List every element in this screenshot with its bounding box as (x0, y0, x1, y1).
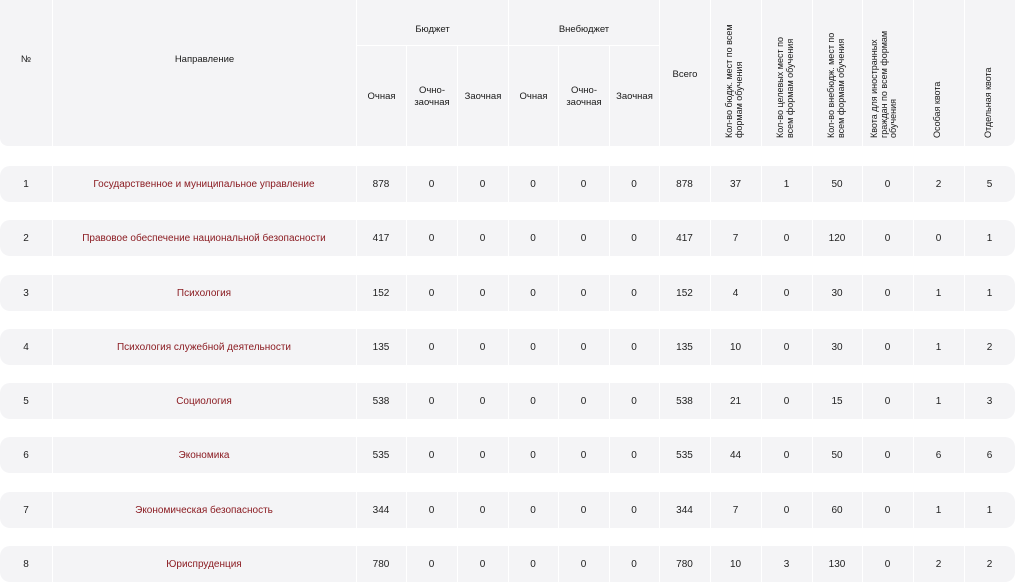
foreign-quota-cell: 0 (884, 395, 891, 407)
budget-part-time-cell: 0 (428, 232, 435, 244)
extrabudget-places-header: Кол-во внебюдж. мест по всем формам обучения (826, 32, 846, 138)
table-row (0, 383, 1015, 419)
budget-correspondence-cell: 0 (479, 504, 486, 516)
special-quota-cell: 1 (935, 395, 942, 407)
budget-group-header: Бюджет (415, 24, 450, 35)
budget-correspondence-cell: 0 (479, 395, 486, 407)
extrabudget-places-cell: 50 (831, 449, 843, 461)
separate-quota-cell: 1 (986, 232, 993, 244)
budget-places-cell: 37 (729, 178, 742, 190)
special-quota-cell: 1 (935, 504, 942, 516)
row-number-cell: 6 (23, 449, 29, 461)
row-number-cell: 3 (23, 287, 29, 299)
extrabudget-part-time-cell: 0 (580, 449, 587, 461)
separate-quota-cell: 1 (986, 504, 993, 516)
budget-correspondence-cell: 0 (479, 558, 486, 570)
part-time-line1: Очно- (570, 85, 598, 96)
direction-name-cell[interactable]: Экономическая безопасность (135, 504, 273, 516)
foreign-quota-cell: 0 (884, 558, 891, 570)
budget-correspondence-cell: 0 (479, 449, 486, 461)
budget-correspondence-cell: 0 (479, 232, 486, 244)
special-quota-cell: 6 (935, 449, 942, 461)
budget-places-cell: 10 (729, 558, 742, 570)
budget-places-cell: 21 (729, 395, 742, 407)
table-row (0, 166, 1015, 202)
table-row (0, 546, 1015, 582)
total-cell: 780 (676, 558, 693, 570)
extrabudget-places-cell: 120 (828, 232, 846, 244)
budget-part-time-cell: 0 (428, 558, 435, 570)
part-time-line1: Очно- (418, 85, 446, 96)
foreign-quota-cell: 0 (884, 232, 891, 244)
budget-part-time-cell: 0 (428, 341, 435, 353)
target-places-cell: 0 (783, 449, 790, 461)
total-cell: 344 (676, 504, 693, 516)
target-places-cell: 3 (783, 558, 790, 570)
separate-quota-cell: 5 (986, 178, 993, 190)
total-cell: 538 (676, 395, 693, 407)
extrabudget-places-cell: 15 (831, 395, 843, 407)
budget-full-time-cell: 344 (372, 504, 390, 516)
extrabudget-correspondence-cell: 0 (631, 449, 637, 461)
direction-name-cell[interactable]: Юриспруденция (166, 558, 242, 570)
col-num-header: № (20, 54, 32, 65)
extrabudget-places-cell: 50 (831, 178, 843, 190)
part-time-line2: заочная (566, 97, 602, 108)
extrabudget-places-cell: 30 (831, 287, 843, 299)
separate-quota-header: Отдельная квота (983, 67, 993, 138)
budget-part-time-cell: 0 (428, 449, 435, 461)
foreign-quota-cell: 0 (884, 449, 891, 461)
extrabudget-places-cell: 60 (831, 504, 843, 516)
row-number-cell: 7 (23, 504, 29, 516)
extrabudget-full-time-cell: 0 (530, 449, 536, 461)
total-cell: 535 (676, 449, 693, 461)
extrabudget-correspondence-cell: 0 (631, 341, 637, 353)
target-places-cell: 0 (783, 287, 790, 299)
foreign-quota-cell: 0 (884, 504, 891, 516)
budget-correspondence-cell: 0 (479, 341, 486, 353)
col-direction-header: Направление (174, 54, 235, 65)
table-row (0, 437, 1015, 473)
extrabudget-part-time-cell: 0 (580, 341, 587, 353)
table-row (0, 329, 1015, 365)
target-places-cell: 0 (783, 341, 790, 353)
special-quota-cell: 0 (935, 232, 942, 244)
budget-part-time-header (407, 46, 457, 148)
special-quota-cell: 1 (935, 287, 942, 299)
special-quota-cell: 2 (935, 558, 942, 570)
row-number-cell: 4 (23, 341, 29, 353)
budget-correspondence-header: Заочная (464, 91, 502, 102)
row-number-cell: 5 (23, 395, 29, 407)
table-row (0, 220, 1015, 256)
target-places-cell: 1 (783, 178, 790, 190)
special-quota-header: Особая квота (932, 81, 942, 138)
part-time-line2: заочная (414, 97, 450, 108)
special-quota-cell: 2 (935, 178, 942, 190)
budget-places-header: Кол-во бюдж. мест по всем формам обучения (724, 24, 744, 138)
extrabudget-group-header: Внебюджет (558, 24, 610, 35)
foreign-quota-cell: 0 (884, 178, 891, 190)
extrabudget-full-time-header: Очная (519, 91, 548, 102)
extrabudget-correspondence-cell: 0 (631, 504, 637, 516)
extrabudget-correspondence-cell: 0 (631, 232, 637, 244)
budget-correspondence-cell: 0 (479, 287, 486, 299)
extrabudget-full-time-cell: 0 (530, 558, 536, 570)
table-header (0, 0, 1015, 146)
divider (964, 0, 965, 146)
extrabudget-part-time-cell: 0 (580, 558, 587, 570)
budget-part-time-cell: 0 (428, 287, 435, 299)
divider (710, 0, 711, 146)
extrabudget-full-time-cell: 0 (530, 504, 536, 516)
budget-full-time-cell: 878 (372, 178, 390, 190)
separate-quota-cell: 6 (986, 449, 993, 461)
divider (862, 0, 863, 146)
direction-name-cell[interactable]: Государственное и муниципальное управление (93, 178, 315, 190)
budget-full-time-cell: 417 (372, 232, 390, 244)
budget-places-cell: 7 (732, 504, 739, 516)
row-number-cell: 1 (23, 178, 29, 190)
row-number-cell: 2 (23, 232, 29, 244)
total-cell: 135 (676, 341, 693, 353)
extrabudget-places-cell: 30 (831, 341, 843, 353)
extrabudget-part-time-cell: 0 (580, 178, 587, 190)
separate-quota-cell: 2 (986, 558, 993, 570)
extrabudget-full-time-cell: 0 (530, 232, 536, 244)
row-number-cell: 8 (23, 558, 29, 570)
extrabudget-correspondence-cell: 0 (631, 287, 637, 299)
target-places-cell: 0 (783, 395, 790, 407)
extrabudget-correspondence-cell: 0 (631, 178, 637, 190)
table-row (0, 492, 1015, 528)
budget-full-time-cell: 780 (372, 558, 390, 570)
divider (812, 0, 813, 146)
extrabudget-full-time-cell: 0 (530, 341, 536, 353)
budget-full-time-cell: 538 (372, 395, 390, 407)
budget-full-time-header: Очная (367, 91, 396, 102)
extrabudget-places-cell: 130 (828, 558, 846, 570)
target-places-header: Кол-во целевых мест по всем формам обучения (775, 37, 795, 138)
extrabudget-correspondence-header: Заочная (616, 91, 653, 102)
budget-places-cell: 4 (732, 287, 739, 299)
extrabudget-part-time-cell: 0 (580, 287, 587, 299)
total-cell: 152 (676, 287, 693, 299)
divider (761, 0, 762, 146)
separate-quota-cell: 1 (986, 287, 993, 299)
target-places-cell: 0 (783, 232, 790, 244)
extrabudget-full-time-cell: 0 (530, 287, 536, 299)
budget-part-time-cell: 0 (428, 395, 435, 407)
direction-name-cell[interactable]: Психология (176, 287, 232, 299)
total-header: Всего (672, 69, 698, 80)
direction-name-cell[interactable]: Экономика (178, 449, 230, 461)
total-cell: 878 (676, 178, 693, 190)
extrabudget-correspondence-cell: 0 (631, 395, 637, 407)
extrabudget-part-time-cell: 0 (580, 395, 587, 407)
budget-full-time-cell: 135 (372, 341, 390, 353)
extrabudget-part-time-cell: 0 (580, 232, 587, 244)
foreign-quota-cell: 0 (884, 287, 891, 299)
direction-name-cell[interactable]: Правовое обеспечение национальной безопасности (82, 232, 326, 244)
budget-places-cell: 10 (729, 341, 742, 353)
extrabudget-full-time-cell: 0 (530, 395, 536, 407)
extrabudget-correspondence-cell: 0 (631, 558, 637, 570)
budget-places-cell: 44 (729, 449, 742, 461)
extrabudget-part-time-header (559, 46, 609, 148)
budget-full-time-cell: 152 (372, 287, 390, 299)
foreign-quota-cell: 0 (884, 341, 891, 353)
table-row (0, 275, 1015, 311)
total-cell: 417 (676, 232, 693, 244)
direction-name-cell[interactable]: Психология служебной деятельности (116, 341, 291, 353)
budget-places-cell: 7 (732, 232, 739, 244)
budget-full-time-cell: 535 (372, 449, 390, 461)
budget-correspondence-cell: 0 (479, 178, 486, 190)
separate-quota-cell: 3 (986, 395, 993, 407)
direction-name-cell[interactable]: Социология (176, 395, 232, 407)
special-quota-cell: 1 (935, 341, 942, 353)
extrabudget-part-time-cell: 0 (580, 504, 587, 516)
foreign-quota-header: Квота для иностранных граждан по всем формам обучения (869, 30, 898, 138)
extrabudget-full-time-cell: 0 (530, 178, 536, 190)
budget-part-time-cell: 0 (428, 178, 435, 190)
separate-quota-cell: 2 (986, 341, 993, 353)
budget-part-time-cell: 0 (428, 504, 435, 516)
divider (913, 0, 914, 146)
target-places-cell: 0 (783, 504, 790, 516)
